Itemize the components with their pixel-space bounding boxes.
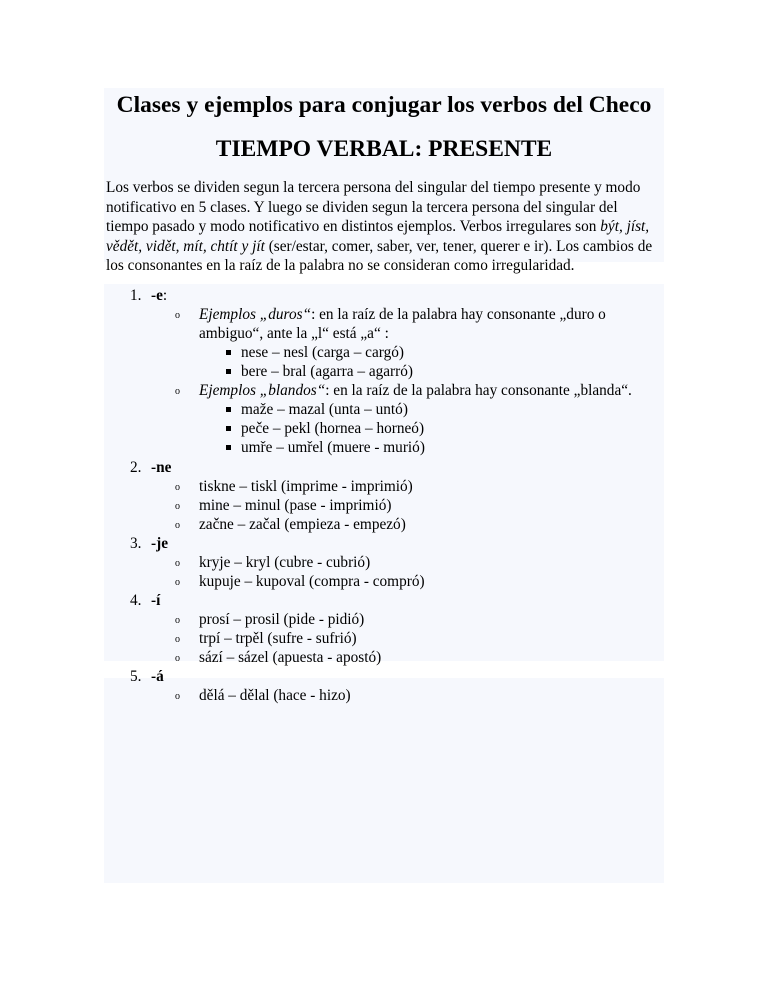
list-item: sází – sázel (apuesta - apostó) <box>199 649 382 666</box>
hard-examples-desc-1: : en la raíz de la palabra hay consonante „duro o <box>311 306 606 323</box>
class-3-heading <box>151 534 168 553</box>
class-4-heading <box>151 591 160 610</box>
class-1-group-1-line-1 <box>199 305 606 324</box>
soft-examples-desc-1: : en la raíz de la palabra hay consonante „blanda“. <box>325 382 632 399</box>
list-item: nese – nesl (carga – cargó) <box>241 344 404 361</box>
class-2-number: 2. <box>130 459 142 476</box>
bullet-circle: o <box>175 615 180 626</box>
bullet-circle: o <box>175 653 180 664</box>
class-3-label: -je <box>151 535 168 552</box>
page-title: Clases y ejemplos para conjugar los verbos del Checo <box>116 92 652 118</box>
list-item: tiskne – tiskl (imprime - imprimió) <box>199 478 413 495</box>
bullet-circle: o <box>175 482 180 493</box>
page-subtitle: TIEMPO VERBAL: PRESENTE <box>215 136 553 162</box>
bullet-circle: o <box>175 558 180 569</box>
intro-text-1: Los verbos se dividen segun la tercera persona del singular del tiempo presente y modo notificativo en 5 clases. Y luego se dividen segun la tercera persona del singular del tiempo pasado y modo notificativo en distintos ejemplos. Verbos irregulares son <box>106 179 641 235</box>
bullet-circle: o <box>175 310 180 321</box>
irregular-verbs: být, jíst, vědět, vidět, mít, chtít y jít <box>106 218 650 255</box>
bullet-square <box>226 445 231 450</box>
list-item: umře – umřel (muere - murió) <box>241 439 425 456</box>
bullet-square <box>226 350 231 355</box>
intro-text-2: (ser/estar, comer, saber, ver, tener, querer e ir). <box>264 237 553 255</box>
list-item: trpí – trpěl (sufre - sufrió) <box>199 630 357 647</box>
list-item: prosí – prosil (pide - pidió) <box>199 611 365 628</box>
list-item: bere – bral (agarra – agarró) <box>241 363 413 380</box>
list-item: mine – minul (pase - imprimió) <box>199 497 392 514</box>
class-5-label: -á <box>151 668 164 685</box>
hard-examples-desc-2: ambiguo“, ante la „l“ está „a“ : <box>199 325 389 342</box>
bullet-circle: o <box>175 520 180 531</box>
intro-paragraph <box>106 178 662 276</box>
list-item: peče – pekl (hornea – horneó) <box>241 420 425 437</box>
class-1-label: -e <box>151 287 163 304</box>
class-2-heading <box>151 458 171 477</box>
bullet-circle: o <box>175 386 180 397</box>
hard-examples-heading: Ejemplos „duros“ <box>199 306 312 323</box>
class-2-label: -ne <box>151 459 172 476</box>
class-1-group-2-line-1 <box>199 381 632 400</box>
list-item: maže – mazal (unta – untó) <box>241 401 408 418</box>
bullet-circle: o <box>175 577 180 588</box>
intro-text-3: Los cambios de los consonantes en la raíz de la palabra no se consideran como irregularidad. <box>106 237 653 274</box>
class-4-number: 4. <box>130 592 142 609</box>
list-item: začne – začal (empieza - empezó) <box>199 516 406 533</box>
bullet-circle: o <box>175 501 180 512</box>
class-4-label: -í <box>151 592 161 609</box>
list-item: kupuje – kupoval (compra - compró) <box>199 573 425 590</box>
class-5-heading <box>151 667 164 686</box>
bullet-square <box>226 407 231 412</box>
soft-examples-heading: Ejemplos „blandos“ <box>199 382 326 399</box>
bullet-circle: o <box>175 634 180 645</box>
bullet-square <box>226 426 231 431</box>
list-item: kryje – kryl (cubre - cubrió) <box>199 554 371 571</box>
bullet-square <box>226 369 231 374</box>
class-1-number: 1. <box>130 287 142 304</box>
class-1-heading <box>151 286 167 305</box>
list-item: dělá – dělal (hace - hizo) <box>199 687 351 704</box>
class-3-number: 3. <box>130 535 142 552</box>
empty-panel <box>104 678 664 883</box>
class-5-number: 5. <box>130 668 142 685</box>
bullet-circle: o <box>175 691 180 702</box>
class-1-colon: : <box>162 287 168 304</box>
